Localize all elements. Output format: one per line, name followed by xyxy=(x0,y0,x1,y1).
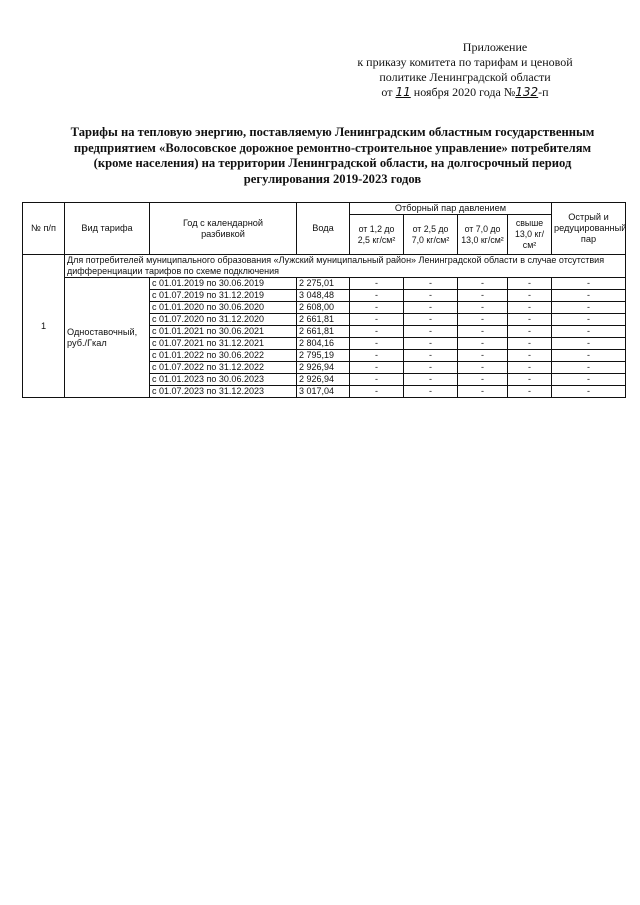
water-cell: 2 661,81 xyxy=(297,326,350,338)
pressure-3-cell: - xyxy=(458,386,508,398)
pressure-2-cell: - xyxy=(404,302,458,314)
table-row xyxy=(23,278,626,290)
sharp-steam-cell: - xyxy=(552,338,626,350)
sharp-steam-cell: - xyxy=(552,326,626,338)
pressure-1-cell: - xyxy=(350,374,404,386)
water-cell: 3 048,48 xyxy=(297,290,350,302)
pressure-4-cell: - xyxy=(508,314,552,326)
title-line-3: (кроме населения) на территории Ленинградской области, на долгосрочный период xyxy=(93,156,572,170)
pressure-1-cell: - xyxy=(350,350,404,362)
document-title xyxy=(50,125,615,187)
pressure-2-cell: - xyxy=(404,290,458,302)
title-line-1: Тарифы на тепловую энергию, поставляемую Ленинградским областным государственным xyxy=(70,125,595,139)
group-description: Для потребителей муниципального образования «Лужский муниципальный район» Ленинградской области в случае отсутствия дифференциации тарифов по схеме подключения xyxy=(65,255,626,278)
pressure-4-cell: - xyxy=(508,278,552,290)
period-cell: с 01.01.2020 по 30.06.2020 xyxy=(150,302,297,314)
header-steam-group: Отборный пар давлением xyxy=(350,203,552,215)
pressure-1-cell: - xyxy=(350,302,404,314)
header-pressure-4: свыше 13,0 кг/см² xyxy=(508,215,552,255)
pressure-4-cell: - xyxy=(508,350,552,362)
period-cell: с 01.07.2022 по 31.12.2022 xyxy=(150,362,297,374)
sharp-steam-cell: - xyxy=(552,314,626,326)
pressure-2-cell: - xyxy=(404,350,458,362)
sharp-steam-cell: - xyxy=(552,302,626,314)
date-prefix: от xyxy=(381,85,393,99)
order-number: 132 xyxy=(515,85,539,99)
pressure-4-cell: - xyxy=(508,290,552,302)
pressure-4-cell: - xyxy=(508,386,552,398)
water-cell: 2 275,01 xyxy=(297,278,350,290)
pressure-1-cell: - xyxy=(350,314,404,326)
pressure-3-cell: - xyxy=(458,314,508,326)
pressure-1-cell: - xyxy=(350,362,404,374)
pressure-3-cell: - xyxy=(458,362,508,374)
water-cell: 3 017,04 xyxy=(297,386,350,398)
period-cell: с 01.01.2021 по 30.06.2021 xyxy=(150,326,297,338)
pressure-1-cell: - xyxy=(350,338,404,350)
header-pressure-2: от 2,5 до 7,0 кг/см² xyxy=(404,215,458,255)
header-sharp-steam: Острый и редуцированный пар xyxy=(552,203,626,255)
period-cell: с 01.07.2020 по 31.12.2020 xyxy=(150,314,297,326)
period-cell: с 01.01.2023 по 30.06.2023 xyxy=(150,374,297,386)
pressure-2-cell: - xyxy=(404,314,458,326)
date-mid: ноября 2020 года № xyxy=(413,85,516,99)
header-period: Год с календарной разбивкой xyxy=(150,203,297,255)
tariff-table xyxy=(22,202,626,398)
pressure-3-cell: - xyxy=(458,350,508,362)
sharp-steam-cell: - xyxy=(552,290,626,302)
tariff-kind: Одноставочный, руб./Гкал xyxy=(65,278,150,398)
appendix-date-line xyxy=(330,85,600,100)
water-cell: 2 926,94 xyxy=(297,362,350,374)
pressure-3-cell: - xyxy=(458,278,508,290)
pressure-2-cell: - xyxy=(404,326,458,338)
pressure-4-cell: - xyxy=(508,362,552,374)
sharp-steam-cell: - xyxy=(552,374,626,386)
title-line-4: регулирования 2019-2023 годов xyxy=(243,171,422,186)
sharp-steam-cell: - xyxy=(552,386,626,398)
header-kind: Вид тарифа xyxy=(65,203,150,255)
pressure-1-cell: - xyxy=(350,326,404,338)
appendix-line-2: к приказу комитета по тарифам и ценовой xyxy=(357,55,573,69)
water-cell: 2 795,19 xyxy=(297,350,350,362)
sharp-steam-cell: - xyxy=(552,350,626,362)
date-suffix: -п xyxy=(538,85,549,99)
water-cell: 2 608,00 xyxy=(297,302,350,314)
pressure-2-cell: - xyxy=(404,362,458,374)
pressure-4-cell: - xyxy=(508,326,552,338)
pressure-2-cell: - xyxy=(404,338,458,350)
pressure-3-cell: - xyxy=(458,326,508,338)
pressure-1-cell: - xyxy=(350,290,404,302)
appendix-block xyxy=(330,40,600,100)
pressure-2-cell: - xyxy=(404,386,458,398)
pressure-1-cell: - xyxy=(350,278,404,290)
water-cell: 2 926,94 xyxy=(297,374,350,386)
appendix-line-3: политике Ленинградской области xyxy=(379,70,551,84)
water-cell: 2 661,81 xyxy=(297,314,350,326)
date-day: 11 xyxy=(395,85,411,99)
header-water: Вода xyxy=(297,203,350,255)
pressure-3-cell: - xyxy=(458,290,508,302)
period-cell: с 01.07.2019 по 31.12.2019 xyxy=(150,290,297,302)
appendix-line-1: Приложение xyxy=(462,40,528,54)
pressure-3-cell: - xyxy=(458,338,508,350)
header-pressure-3: от 7,0 до 13,0 кг/см² xyxy=(458,215,508,255)
pressure-1-cell: - xyxy=(350,386,404,398)
pressure-2-cell: - xyxy=(404,278,458,290)
pressure-4-cell: - xyxy=(508,338,552,350)
header-num: № п/п xyxy=(23,203,65,255)
pressure-4-cell: - xyxy=(508,374,552,386)
pressure-3-cell: - xyxy=(458,302,508,314)
header-pressure-1: от 1,2 до 2,5 кг/см² xyxy=(350,215,404,255)
pressure-3-cell: - xyxy=(458,374,508,386)
sharp-steam-cell: - xyxy=(552,278,626,290)
period-cell: с 01.01.2019 по 30.06.2019 xyxy=(150,278,297,290)
pressure-4-cell: - xyxy=(508,302,552,314)
sharp-steam-cell: - xyxy=(552,362,626,374)
period-cell: с 01.01.2022 по 30.06.2022 xyxy=(150,350,297,362)
group-number: 1 xyxy=(23,255,65,398)
period-cell: с 01.07.2023 по 31.12.2023 xyxy=(150,386,297,398)
pressure-2-cell: - xyxy=(404,374,458,386)
water-cell: 2 804,16 xyxy=(297,338,350,350)
period-cell: с 01.07.2021 по 31.12.2021 xyxy=(150,338,297,350)
title-line-2: предприятием «Волосовское дорожное ремонтно-строительное управление» потребителям xyxy=(73,140,592,155)
